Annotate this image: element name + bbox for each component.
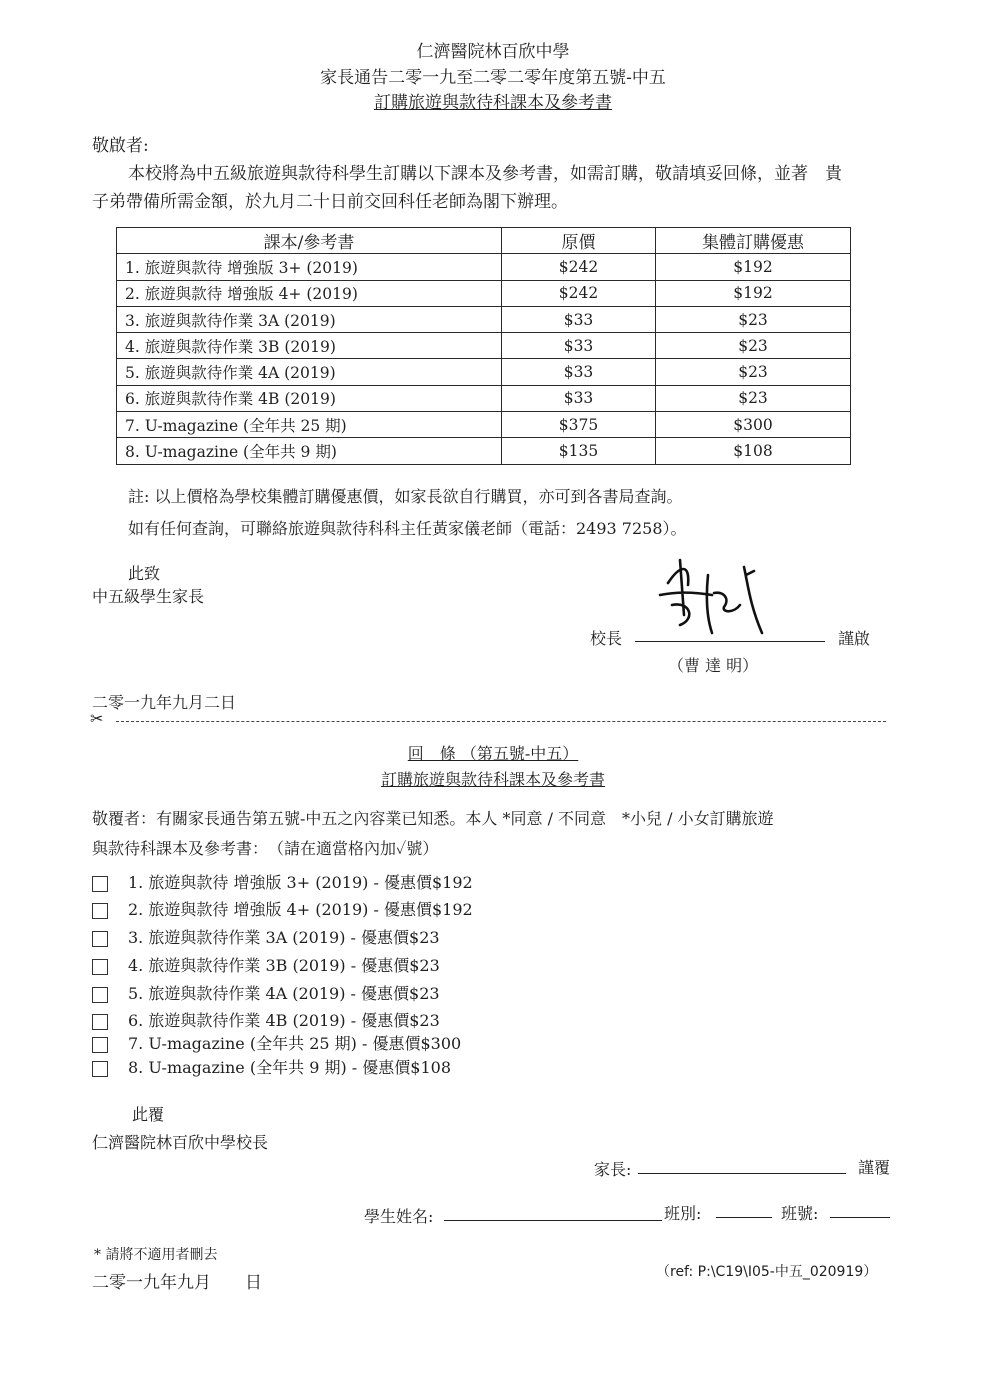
student-name-label: 學生姓名:	[364, 1207, 434, 1226]
checkbox[interactable]	[92, 903, 108, 919]
closing-to: 此致	[128, 564, 161, 583]
student-name-field[interactable]	[444, 1220, 662, 1221]
book-price: $33	[502, 385, 656, 411]
checkbox[interactable]	[92, 1061, 108, 1077]
book-price: $242	[502, 280, 656, 306]
option-row[interactable]	[92, 1031, 461, 1057]
table-row	[117, 333, 851, 359]
school-name: 仁濟醫院林百欣中學	[416, 42, 570, 62]
book-price: $33	[502, 333, 656, 359]
header-price: 原價	[502, 228, 656, 254]
signature-line	[635, 641, 825, 642]
book-item: 5. 旅遊與款待作業 4A (2019)	[117, 359, 502, 385]
option-label: 6. 旅遊與款待作業 4B (2019) - 優惠價$23	[128, 1011, 440, 1030]
reply-statement-1: 敬覆者：有關家長通告第五號-中五之內容業已知悉。本人 *同意 / 不同意 *小兒 / 小女訂購旅遊	[92, 809, 774, 828]
book-discount: $23	[656, 333, 851, 359]
notice-subject: 訂購旅遊與款待科課本及參考書	[374, 93, 612, 113]
book-discount: $192	[656, 254, 851, 280]
book-discount: $192	[656, 280, 851, 306]
option-row[interactable]	[92, 981, 440, 1007]
signature-image	[650, 555, 770, 637]
option-row[interactable]	[92, 1055, 451, 1081]
parent-label: 家長:	[594, 1160, 632, 1179]
notice-title: 家長通告二零一九至二零二零年度第五號-中五	[320, 68, 666, 88]
parent-signature-field[interactable]	[638, 1173, 846, 1174]
book-price-table	[116, 227, 851, 465]
scissors-icon: ✂	[90, 709, 104, 728]
table-row	[117, 306, 851, 332]
book-discount: $108	[656, 438, 851, 464]
option-row[interactable]	[92, 870, 473, 896]
reply-title: 回 條 （第五號-中五）	[407, 744, 579, 763]
principal-label: 校長	[590, 629, 623, 648]
table-row	[117, 280, 851, 306]
checkbox[interactable]	[92, 987, 108, 1003]
book-price: $242	[502, 254, 656, 280]
book-price: $33	[502, 359, 656, 385]
option-label: 8. U-magazine (全年共 9 期) - 優惠價$108	[128, 1058, 451, 1077]
book-item: 8. U-magazine (全年共 9 期)	[117, 438, 502, 464]
reply-recipient: 仁濟醫院林百欣中學校長	[92, 1133, 269, 1152]
table-row	[117, 359, 851, 385]
reply-subject: 訂購旅遊與款待科課本及參考書	[380, 770, 605, 789]
checkbox[interactable]	[92, 931, 108, 947]
number-label: 班號:	[781, 1204, 819, 1223]
option-label: 7. U-magazine (全年共 25 期) - 優惠價$300	[128, 1034, 462, 1053]
checkbox[interactable]	[92, 876, 108, 892]
header-book: 課本/參考書	[117, 228, 502, 254]
option-label: 2. 旅遊與款待 增強版 4+ (2019) - 優惠價$192	[128, 900, 473, 919]
principal-name: （曹 達 明）	[668, 656, 759, 675]
enquiry-note: 如有任何查詢，可聯絡旅遊與款待科科主任黃家儀老師（電話：2493 7258）。	[128, 519, 687, 538]
checkbox[interactable]	[92, 1014, 108, 1030]
book-discount: $23	[656, 359, 851, 385]
book-discount: $23	[656, 306, 851, 332]
table-row	[117, 438, 851, 464]
class-field[interactable]	[716, 1217, 772, 1218]
notice-date: 二零一九年九月二日	[92, 693, 237, 712]
option-row[interactable]	[92, 897, 473, 923]
closing-recipient: 中五級學生家長	[92, 587, 205, 606]
price-note: 註: 以上價格為學校集體訂購優惠價，如家長欲自行購買，亦可到各書局查詢。	[128, 487, 683, 506]
footnote: * 請將不適用者刪去	[94, 1247, 218, 1263]
table-row	[117, 385, 851, 411]
book-item: 6. 旅遊與款待作業 4B (2019)	[117, 385, 502, 411]
table-row	[117, 412, 851, 438]
option-row[interactable]	[92, 925, 440, 951]
book-item: 3. 旅遊與款待作業 3A (2019)	[117, 306, 502, 332]
body-line-2: 子弟帶備所需金額，於九月二十日前交回科任老師為閣下辦理。	[92, 192, 568, 212]
parent-signoff: 謹覆	[858, 1158, 891, 1177]
reference-code: （ref: P:\C19\I05-中五_020919）	[656, 1264, 878, 1280]
header-discount: 集體訂購優惠	[656, 228, 851, 254]
book-discount: $300	[656, 412, 851, 438]
checkbox[interactable]	[92, 959, 108, 975]
reply-closing: 此覆	[132, 1105, 165, 1124]
reply-statement-2: 與款待科課本及參考書： （請在適當格內加✓號）	[92, 839, 439, 858]
book-item: 1. 旅遊與款待 增強版 3+ (2019)	[117, 254, 502, 280]
book-item: 7. U-magazine (全年共 25 期)	[117, 412, 502, 438]
class-label: 班別:	[664, 1204, 702, 1223]
checkbox[interactable]	[92, 1037, 108, 1053]
book-price: $135	[502, 438, 656, 464]
table-header-row	[117, 228, 851, 254]
reply-date: 二零一九年九月 日	[92, 1273, 262, 1293]
option-label: 4. 旅遊與款待作業 3B (2019) - 優惠價$23	[128, 956, 440, 975]
book-item: 2. 旅遊與款待 增強版 4+ (2019)	[117, 280, 502, 306]
option-label: 3. 旅遊與款待作業 3A (2019) - 優惠價$23	[128, 928, 440, 947]
salutation: 敬啟者:	[92, 136, 149, 156]
number-field[interactable]	[830, 1217, 890, 1218]
option-row[interactable]	[92, 953, 440, 979]
body-line-1: 本校將為中五級旅遊與款待科學生訂購以下課本及參考書，如需訂購，敬請填妥回條，並著 貴	[128, 164, 842, 184]
cut-line	[90, 709, 890, 729]
book-price: $33	[502, 306, 656, 332]
option-label: 1. 旅遊與款待 增強版 3+ (2019) - 優惠價$192	[128, 873, 473, 892]
option-label: 5. 旅遊與款待作業 4A (2019) - 優惠價$23	[128, 984, 440, 1003]
table-row	[117, 254, 851, 280]
book-item: 4. 旅遊與款待作業 3B (2019)	[117, 333, 502, 359]
signoff: 謹啟	[838, 629, 871, 648]
book-discount: $23	[656, 385, 851, 411]
book-price: $375	[502, 412, 656, 438]
